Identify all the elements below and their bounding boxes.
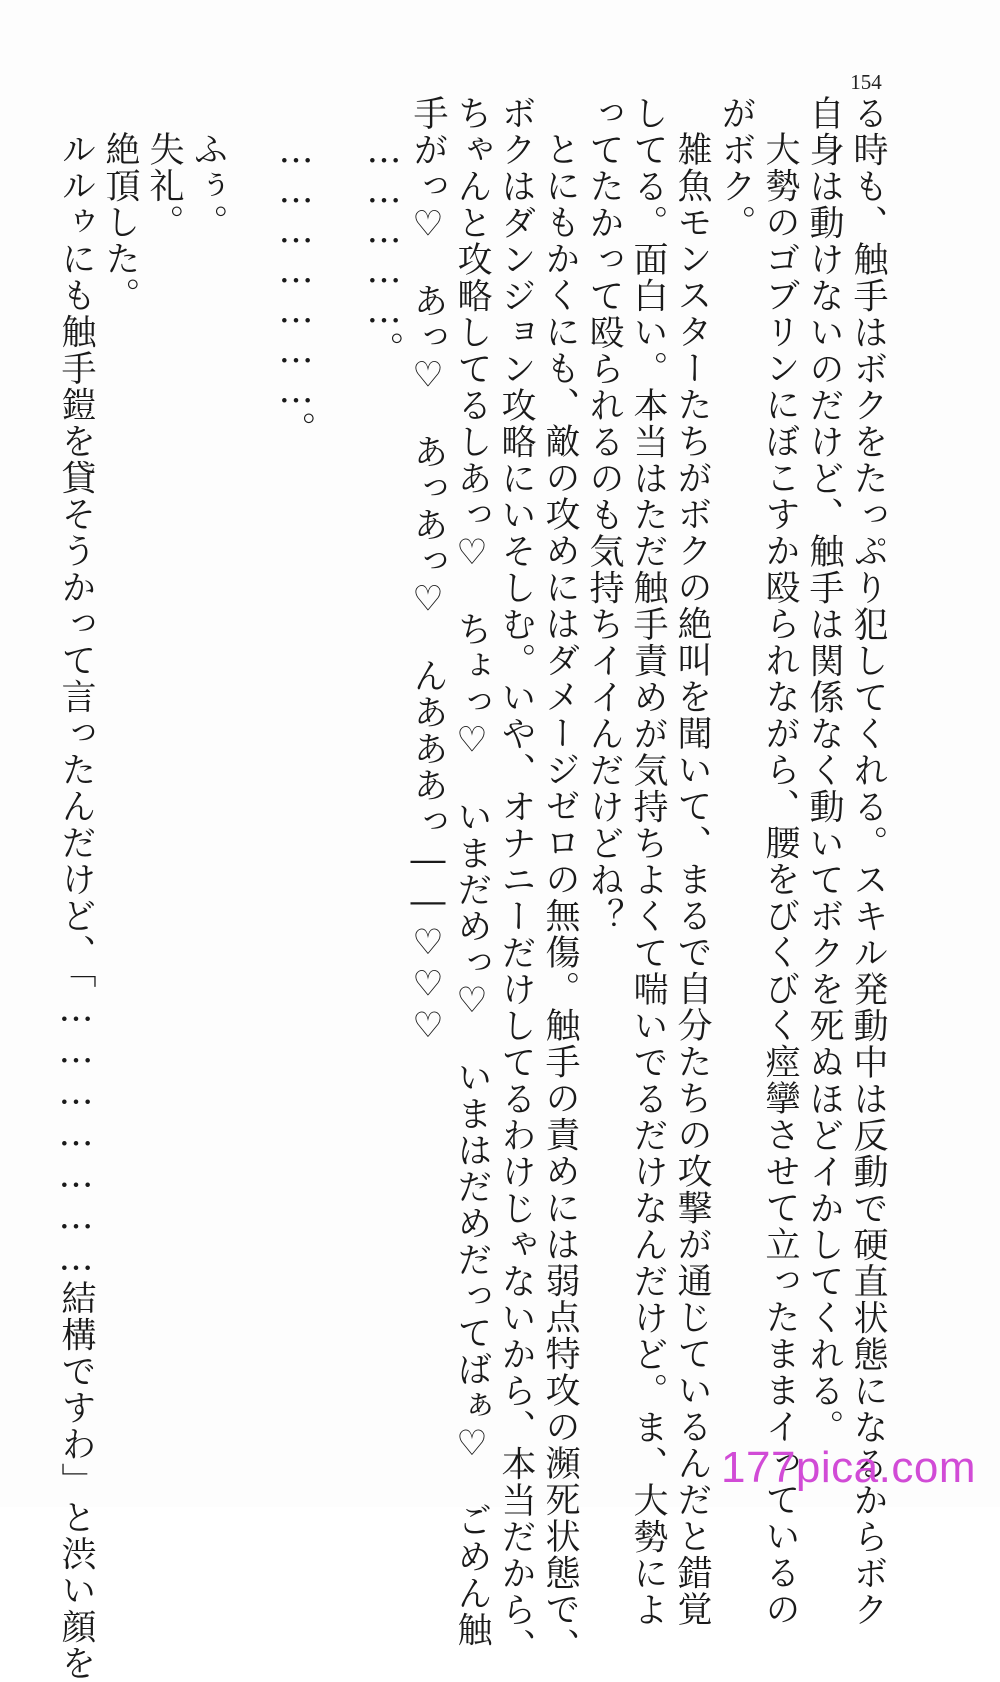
text-line: 失礼。 — [144, 131, 184, 241]
text-line: 手がっ♡ あっ♡ あっあっ♡ んあああっ――♡♡♡ — [408, 95, 448, 1048]
text-line: してる。面白い。本当はただ触手責めが気持ちよくて喘いでるだけなんだけど。ま、大勢によ — [628, 95, 668, 1628]
ellipsis-line: …………………。 — [276, 131, 316, 446]
text-line: 雑魚モンスターたちがボクの絶叫を聞いて、まるで自分たちの攻撃が通じているんだと錯覚 — [672, 131, 712, 1628]
text-line: とにもかくにも、敵の攻めにはダメージゼロの無傷。触手の責めには弱点特攻の瀕死状態で、 — [540, 131, 580, 1664]
text-line: ふぅ。 — [188, 131, 228, 241]
text-line: がボク。 — [716, 95, 756, 241]
text-line: 大勢のゴブリンにぼこすか殴られながら、腰をびくびく痙攣させて立ったままイっているの — [760, 131, 800, 1628]
text-line: ボクはダンジョン攻略にいそしむ。いや、オナニーだけしてるわけじゃないから、本当だから、 — [496, 95, 536, 1665]
page-number: 154 — [850, 70, 882, 94]
blank-line — [230, 95, 274, 96]
text-line: ルルゥにも触手鎧を貸そうかって言ったんだけど、「…………………結構ですわ」と渋い顔を — [56, 131, 96, 1682]
text-line: る時も、触手はボクをたっぷり犯してくれる。スキル発動中は反動で硬直状態になるからボク — [848, 95, 888, 1628]
blank-line — [318, 95, 362, 96]
text-line: ってたかって殴られるのも気持ちイイんだけどね？ — [584, 95, 624, 935]
watermark: 177pica.com — [721, 1443, 976, 1492]
text-line: ちゃんと攻略してるしあっ♡ ちょっ♡ いまだめっ♡ いまはだめだってばぁ♡ ごめん触 — [452, 95, 492, 1648]
text-line: 自身は動けないのだけど、触手は関係なく動いてボクを死ぬほどイかしてくれる。 — [804, 95, 844, 1446]
text-line: 絶頂した。 — [100, 131, 140, 314]
ellipsis-line: ……………。 — [364, 131, 404, 366]
